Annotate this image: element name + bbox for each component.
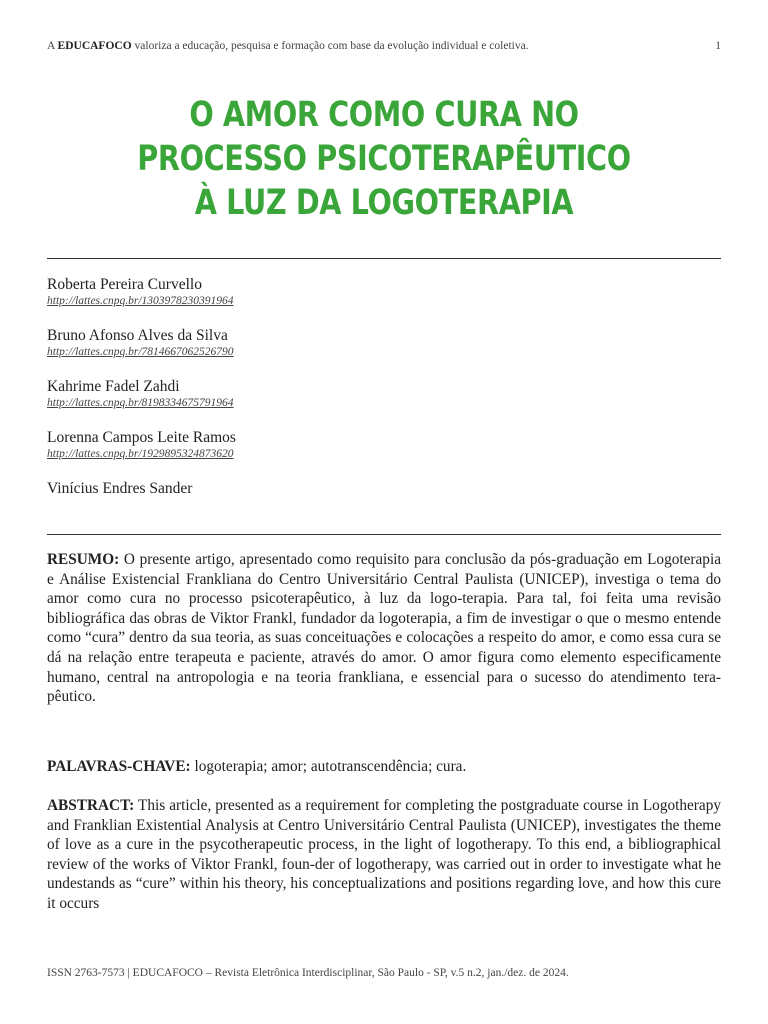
title-line-2: PROCESSO PSICOTERAPÊUTICO <box>137 139 631 179</box>
author-name: Lorenna Campos Leite Ramos <box>47 429 236 446</box>
author-lattes-link[interactable]: http://lattes.cnpq.br/8198334675791964 <box>47 397 234 409</box>
author-name: Vinícius Endres Sander <box>47 480 193 497</box>
author-entry <box>47 428 236 461</box>
header-brand: EDUCAFOCO <box>57 40 132 52</box>
author-name: Kahrime Fadel Zahdi <box>47 378 180 395</box>
page-footer: ISSN 2763-7573 | EDUCAFOCO – Revista Eletrônica Interdisciplinar, São Paulo - SP, v.5 n.2, jan./dez. de 2024. <box>47 967 569 979</box>
title-line-1: O AMOR COMO CURA NO <box>189 95 579 135</box>
divider-top <box>47 258 721 259</box>
divider-bottom <box>47 534 721 535</box>
header-prefix: A <box>47 40 55 52</box>
author-list <box>47 275 236 516</box>
page-number: 1 <box>715 40 721 52</box>
abstract-label: ABSTRACT: <box>47 797 135 814</box>
running-header <box>47 40 721 52</box>
author-name: Roberta Pereira Curvello <box>47 276 202 293</box>
author-entry <box>47 326 236 359</box>
author-lattes-link[interactable]: http://lattes.cnpq.br/1929895324873620 <box>47 448 234 460</box>
resumo-text: O presente artigo, apresentado como requisito para conclusão da pós-graduação em Logoterapia e Análise Existencial Frankliana do Centro Universitário Central Paulista (UNICEP), investiga o tema do amor como cura no processo psicoterapêutico, à luz da logo-terapia. Para tal, foi feita uma revisão bibliográfica das obras de Viktor Frankl, fundador da logoterapia, a fim de investigar o que o mesmo entende como “cura” dentro da sua teoria, as suas conceituações e colocações a respeito do amor, e como essa cura se dá na relação entre terapeuta e paciente, através do amor. O amor figura como elemento especificamente humano, central na antropologia e na teoria frankliana, e essencial para o sucesso do atendimento tera-pêutico. <box>47 551 721 706</box>
author-entry <box>47 479 236 498</box>
keywords-text: logoterapia; amor; autotranscendência; cura. <box>194 758 467 775</box>
author-entry <box>47 377 236 410</box>
title-line-3: À LUZ DA LOGOTERAPIA <box>194 183 574 223</box>
author-name: Bruno Afonso Alves da Silva <box>47 327 228 344</box>
author-entry <box>47 275 236 308</box>
article-title <box>69 93 699 225</box>
author-lattes-link[interactable]: http://lattes.cnpq.br/7814667062526790 <box>47 346 234 358</box>
header-tagline: valoriza a educação, pesquisa e formação com base da evolução individual e coletiva. <box>134 40 529 52</box>
abstract-paragraph <box>47 796 721 914</box>
resumo-label: RESUMO: <box>47 551 120 568</box>
author-lattes-link[interactable]: http://lattes.cnpq.br/1303978230391964 <box>47 295 234 307</box>
resumo-paragraph <box>47 550 721 707</box>
keywords-paragraph <box>47 757 721 777</box>
abstract-text: This article, presented as a requirement for completing the postgraduate course in Logotherapy and Franklian Existential Analysis at Centro Universitário Central Paulista (UNICEP), investigates the theme of love as a cure in the psycotherapeutic process, in the light of logotherapy. To this end, a bibliographical review of the works of Viktor Frankl, foun-der of logotherapy, was carried out in order to investigate what he undestands as “cure” within his theory, his conceptualizations and positions regarding love, and how this cure it occurs <box>47 797 721 912</box>
keywords-label: PALAVRAS-CHAVE: <box>47 758 191 775</box>
